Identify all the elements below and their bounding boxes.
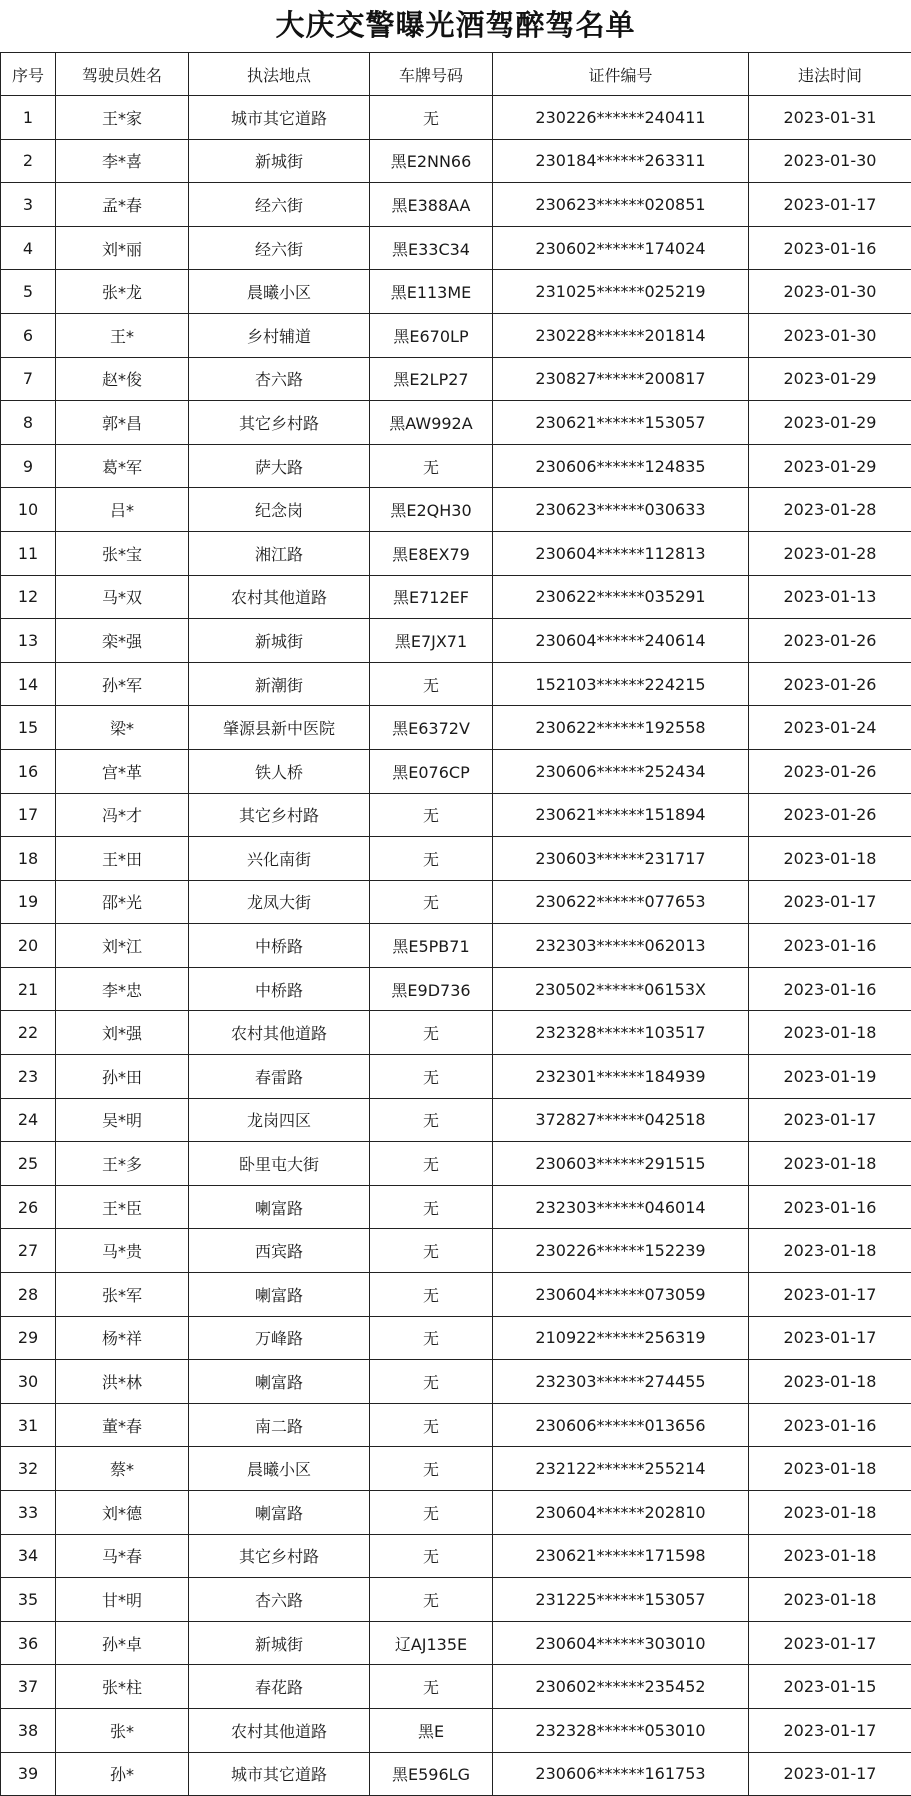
cell-number: 13 <box>1 619 56 663</box>
cell-plate: 黑E6372V <box>370 706 493 750</box>
cell-number: 15 <box>1 706 56 750</box>
cell-location: 萨大路 <box>189 444 370 488</box>
cell-violation-date: 2023-01-18 <box>749 1229 911 1273</box>
cell-driver-name: 郭*昌 <box>56 401 189 445</box>
cell-plate: 黑E9D736 <box>370 967 493 1011</box>
cell-driver-name: 马*双 <box>56 575 189 619</box>
cell-violation-date: 2023-01-18 <box>749 837 911 881</box>
table-row <box>1 1491 911 1535</box>
cell-violation-date: 2023-01-18 <box>749 1447 911 1491</box>
cell-violation-date: 2023-01-26 <box>749 619 911 663</box>
table-row <box>1 1708 911 1752</box>
cell-driver-name: 梁* <box>56 706 189 750</box>
cell-driver-name: 王* <box>56 313 189 357</box>
cell-location: 农村其他道路 <box>189 1708 370 1752</box>
cell-id-number: 230621******171598 <box>493 1534 749 1578</box>
cell-number: 24 <box>1 1098 56 1142</box>
cell-number: 6 <box>1 313 56 357</box>
cell-location: 其它乡村路 <box>189 793 370 837</box>
cell-driver-name: 张*宝 <box>56 531 189 575</box>
cell-violation-date: 2023-01-17 <box>749 1316 911 1360</box>
cell-plate: 无 <box>370 1665 493 1709</box>
table-row <box>1 880 911 924</box>
cell-location: 喇富路 <box>189 1491 370 1535</box>
cell-location: 其它乡村路 <box>189 401 370 445</box>
cell-violation-date: 2023-01-16 <box>749 1185 911 1229</box>
table-row <box>1 401 911 445</box>
cell-violation-date: 2023-01-31 <box>749 96 911 140</box>
cell-number: 16 <box>1 749 56 793</box>
cell-number: 25 <box>1 1142 56 1186</box>
cell-plate: 无 <box>370 1273 493 1317</box>
cell-plate: 黑E33C34 <box>370 226 493 270</box>
cell-plate: 无 <box>370 1491 493 1535</box>
cell-id-number: 372827******042518 <box>493 1098 749 1142</box>
cell-id-number: 230606******124835 <box>493 444 749 488</box>
table-row <box>1 1055 911 1099</box>
table-body <box>1 96 911 1796</box>
cell-violation-date: 2023-01-17 <box>749 1708 911 1752</box>
cell-number: 27 <box>1 1229 56 1273</box>
cell-driver-name: 刘*强 <box>56 1011 189 1055</box>
cell-location: 中桥路 <box>189 967 370 1011</box>
cell-id-number: 230604******303010 <box>493 1621 749 1665</box>
cell-number: 37 <box>1 1665 56 1709</box>
col-header-driver-name: 驾驶员姓名 <box>56 53 189 96</box>
cell-violation-date: 2023-01-18 <box>749 1360 911 1404</box>
table-row <box>1 1403 911 1447</box>
col-header-number: 序号 <box>1 53 56 96</box>
cell-driver-name: 孟*春 <box>56 183 189 227</box>
cell-number: 3 <box>1 183 56 227</box>
cell-plate: 黑E2QH30 <box>370 488 493 532</box>
cell-id-number: 230604******240614 <box>493 619 749 663</box>
cell-location: 龙凤大街 <box>189 880 370 924</box>
cell-plate: 无 <box>370 1360 493 1404</box>
cell-location: 农村其他道路 <box>189 575 370 619</box>
cell-number: 17 <box>1 793 56 837</box>
cell-driver-name: 葛*军 <box>56 444 189 488</box>
table-row <box>1 1447 911 1491</box>
cell-number: 14 <box>1 662 56 706</box>
cell-driver-name: 孙*军 <box>56 662 189 706</box>
cell-plate: 无 <box>370 880 493 924</box>
cell-location: 南二路 <box>189 1403 370 1447</box>
cell-location: 卧里屯大街 <box>189 1142 370 1186</box>
cell-driver-name: 宫*革 <box>56 749 189 793</box>
cell-number: 2 <box>1 139 56 183</box>
table-row <box>1 96 911 140</box>
cell-id-number: 230606******161753 <box>493 1752 749 1796</box>
cell-plate: 黑E596LG <box>370 1752 493 1796</box>
cell-number: 7 <box>1 357 56 401</box>
cell-number: 28 <box>1 1273 56 1317</box>
table-row <box>1 837 911 881</box>
cell-location: 纪念岗 <box>189 488 370 532</box>
cell-id-number: 230184******263311 <box>493 139 749 183</box>
cell-location: 晨曦小区 <box>189 270 370 314</box>
table-row <box>1 1011 911 1055</box>
cell-number: 34 <box>1 1534 56 1578</box>
cell-number: 18 <box>1 837 56 881</box>
cell-plate: 黑E670LP <box>370 313 493 357</box>
table-row <box>1 1621 911 1665</box>
cell-location: 晨曦小区 <box>189 1447 370 1491</box>
cell-location: 城市其它道路 <box>189 1752 370 1796</box>
cell-number: 19 <box>1 880 56 924</box>
table-row <box>1 183 911 227</box>
cell-id-number: 230603******231717 <box>493 837 749 881</box>
table-row <box>1 1185 911 1229</box>
cell-location: 铁人桥 <box>189 749 370 793</box>
cell-driver-name: 刘*江 <box>56 924 189 968</box>
cell-driver-name: 甘*明 <box>56 1578 189 1622</box>
cell-id-number: 232303******046014 <box>493 1185 749 1229</box>
cell-number: 4 <box>1 226 56 270</box>
table-row <box>1 270 911 314</box>
cell-id-number: 230226******152239 <box>493 1229 749 1273</box>
cell-plate: 无 <box>370 793 493 837</box>
cell-plate: 无 <box>370 444 493 488</box>
cell-plate: 辽AJ135E <box>370 1621 493 1665</box>
cell-location: 农村其他道路 <box>189 1011 370 1055</box>
table-row <box>1 706 911 750</box>
cell-number: 11 <box>1 531 56 575</box>
table-row <box>1 924 911 968</box>
table-row <box>1 313 911 357</box>
cell-id-number: 232301******184939 <box>493 1055 749 1099</box>
cell-violation-date: 2023-01-17 <box>749 183 911 227</box>
cell-violation-date: 2023-01-17 <box>749 880 911 924</box>
table-row <box>1 1665 911 1709</box>
cell-plate: 无 <box>370 1316 493 1360</box>
cell-number: 35 <box>1 1578 56 1622</box>
cell-number: 23 <box>1 1055 56 1099</box>
cell-violation-date: 2023-01-18 <box>749 1011 911 1055</box>
cell-id-number: 232122******255214 <box>493 1447 749 1491</box>
cell-plate: 黑E <box>370 1708 493 1752</box>
cell-location: 新潮街 <box>189 662 370 706</box>
cell-driver-name: 马*春 <box>56 1534 189 1578</box>
cell-plate: 无 <box>370 1055 493 1099</box>
cell-plate: 无 <box>370 1447 493 1491</box>
cell-driver-name: 董*春 <box>56 1403 189 1447</box>
cell-location: 春花路 <box>189 1665 370 1709</box>
cell-location: 杏六路 <box>189 357 370 401</box>
cell-location: 春雷路 <box>189 1055 370 1099</box>
cell-id-number: 230623******020851 <box>493 183 749 227</box>
cell-violation-date: 2023-01-16 <box>749 924 911 968</box>
cell-driver-name: 刘*丽 <box>56 226 189 270</box>
col-header-violation-date: 违法时间 <box>749 53 911 96</box>
cell-driver-name: 孙*卓 <box>56 1621 189 1665</box>
col-header-plate: 车牌号码 <box>370 53 493 96</box>
cell-id-number: 230228******201814 <box>493 313 749 357</box>
cell-location: 杏六路 <box>189 1578 370 1622</box>
cell-driver-name: 马*贵 <box>56 1229 189 1273</box>
table-row <box>1 1273 911 1317</box>
table-row <box>1 1142 911 1186</box>
cell-violation-date: 2023-01-17 <box>749 1621 911 1665</box>
cell-plate: 黑E2NN66 <box>370 139 493 183</box>
drunk-driving-table <box>0 52 911 1796</box>
cell-location: 城市其它道路 <box>189 96 370 140</box>
cell-number: 33 <box>1 1491 56 1535</box>
table-row <box>1 619 911 663</box>
cell-driver-name: 李*忠 <box>56 967 189 1011</box>
cell-violation-date: 2023-01-29 <box>749 444 911 488</box>
col-header-id-number: 证件编号 <box>493 53 749 96</box>
cell-location: 兴化南街 <box>189 837 370 881</box>
cell-plate: 无 <box>370 96 493 140</box>
cell-violation-date: 2023-01-13 <box>749 575 911 619</box>
cell-location: 西宾路 <box>189 1229 370 1273</box>
cell-id-number: 230604******073059 <box>493 1273 749 1317</box>
cell-plate: 无 <box>370 1011 493 1055</box>
cell-id-number: 232303******062013 <box>493 924 749 968</box>
cell-violation-date: 2023-01-28 <box>749 488 911 532</box>
cell-location: 乡村辅道 <box>189 313 370 357</box>
cell-driver-name: 王*臣 <box>56 1185 189 1229</box>
cell-violation-date: 2023-01-18 <box>749 1578 911 1622</box>
cell-number: 21 <box>1 967 56 1011</box>
table-row <box>1 1316 911 1360</box>
cell-violation-date: 2023-01-16 <box>749 1403 911 1447</box>
table-row <box>1 967 911 1011</box>
table-header-row <box>1 53 911 96</box>
cell-id-number: 230827******200817 <box>493 357 749 401</box>
cell-violation-date: 2023-01-28 <box>749 531 911 575</box>
table-row <box>1 1229 911 1273</box>
cell-plate: 无 <box>370 1098 493 1142</box>
cell-location: 湘江路 <box>189 531 370 575</box>
cell-number: 31 <box>1 1403 56 1447</box>
cell-id-number: 210922******256319 <box>493 1316 749 1360</box>
cell-plate: 无 <box>370 1185 493 1229</box>
cell-number: 38 <box>1 1708 56 1752</box>
cell-violation-date: 2023-01-26 <box>749 793 911 837</box>
cell-plate: 无 <box>370 837 493 881</box>
cell-number: 36 <box>1 1621 56 1665</box>
cell-id-number: 230623******030633 <box>493 488 749 532</box>
cell-id-number: 230606******013656 <box>493 1403 749 1447</box>
cell-driver-name: 洪*林 <box>56 1360 189 1404</box>
cell-driver-name: 吴*明 <box>56 1098 189 1142</box>
cell-plate: 黑E388AA <box>370 183 493 227</box>
cell-driver-name: 张* <box>56 1708 189 1752</box>
cell-driver-name: 张*军 <box>56 1273 189 1317</box>
cell-violation-date: 2023-01-15 <box>749 1665 911 1709</box>
cell-plate: 黑E5PB71 <box>370 924 493 968</box>
cell-number: 12 <box>1 575 56 619</box>
cell-id-number: 230622******077653 <box>493 880 749 924</box>
cell-driver-name: 王*家 <box>56 96 189 140</box>
cell-plate: 无 <box>370 1578 493 1622</box>
cell-driver-name: 赵*俊 <box>56 357 189 401</box>
col-header-location: 执法地点 <box>189 53 370 96</box>
cell-number: 5 <box>1 270 56 314</box>
cell-location: 经六街 <box>189 226 370 270</box>
cell-id-number: 230606******252434 <box>493 749 749 793</box>
cell-violation-date: 2023-01-30 <box>749 139 911 183</box>
table-row <box>1 1360 911 1404</box>
cell-location: 新城街 <box>189 619 370 663</box>
cell-location: 龙岗四区 <box>189 1098 370 1142</box>
table-row <box>1 139 911 183</box>
table-row <box>1 488 911 532</box>
cell-plate: 黑E712EF <box>370 575 493 619</box>
cell-violation-date: 2023-01-17 <box>749 1273 911 1317</box>
cell-plate: 黑E076CP <box>370 749 493 793</box>
cell-driver-name: 冯*才 <box>56 793 189 837</box>
table-row <box>1 357 911 401</box>
cell-violation-date: 2023-01-16 <box>749 967 911 1011</box>
cell-number: 39 <box>1 1752 56 1796</box>
cell-driver-name: 孙* <box>56 1752 189 1796</box>
cell-violation-date: 2023-01-30 <box>749 313 911 357</box>
cell-driver-name: 刘*德 <box>56 1491 189 1535</box>
cell-number: 30 <box>1 1360 56 1404</box>
cell-id-number: 231225******153057 <box>493 1578 749 1622</box>
cell-plate: 黑AW992A <box>370 401 493 445</box>
cell-plate: 黑E8EX79 <box>370 531 493 575</box>
cell-plate: 黑E2LP27 <box>370 357 493 401</box>
cell-violation-date: 2023-01-26 <box>749 662 911 706</box>
cell-location: 新城街 <box>189 1621 370 1665</box>
cell-number: 20 <box>1 924 56 968</box>
cell-id-number: 230226******240411 <box>493 96 749 140</box>
table-row <box>1 1098 911 1142</box>
cell-id-number: 230604******202810 <box>493 1491 749 1535</box>
cell-id-number: 230602******235452 <box>493 1665 749 1709</box>
cell-violation-date: 2023-01-24 <box>749 706 911 750</box>
cell-id-number: 232328******053010 <box>493 1708 749 1752</box>
table-row <box>1 531 911 575</box>
cell-violation-date: 2023-01-18 <box>749 1534 911 1578</box>
cell-id-number: 230604******112813 <box>493 531 749 575</box>
cell-plate: 无 <box>370 1142 493 1186</box>
table-row <box>1 226 911 270</box>
table-row <box>1 749 911 793</box>
cell-driver-name: 吕* <box>56 488 189 532</box>
cell-number: 8 <box>1 401 56 445</box>
cell-violation-date: 2023-01-17 <box>749 1098 911 1142</box>
table-row <box>1 444 911 488</box>
table-row <box>1 575 911 619</box>
table-row <box>1 1752 911 1796</box>
cell-violation-date: 2023-01-17 <box>749 1752 911 1796</box>
cell-id-number: 152103******224215 <box>493 662 749 706</box>
cell-location: 经六街 <box>189 183 370 227</box>
cell-id-number: 232328******103517 <box>493 1011 749 1055</box>
cell-number: 26 <box>1 1185 56 1229</box>
cell-id-number: 230621******151894 <box>493 793 749 837</box>
table-row <box>1 1578 911 1622</box>
cell-plate: 无 <box>370 1403 493 1447</box>
cell-location: 万峰路 <box>189 1316 370 1360</box>
cell-number: 22 <box>1 1011 56 1055</box>
cell-number: 32 <box>1 1447 56 1491</box>
cell-driver-name: 李*喜 <box>56 139 189 183</box>
cell-plate: 无 <box>370 662 493 706</box>
cell-plate: 无 <box>370 1229 493 1273</box>
cell-violation-date: 2023-01-29 <box>749 401 911 445</box>
cell-driver-name: 蔡* <box>56 1447 189 1491</box>
cell-plate: 黑E113ME <box>370 270 493 314</box>
cell-number: 29 <box>1 1316 56 1360</box>
cell-driver-name: 杨*祥 <box>56 1316 189 1360</box>
cell-violation-date: 2023-01-19 <box>749 1055 911 1099</box>
cell-id-number: 230502******06153X <box>493 967 749 1011</box>
cell-id-number: 231025******025219 <box>493 270 749 314</box>
cell-driver-name: 栾*强 <box>56 619 189 663</box>
cell-violation-date: 2023-01-18 <box>749 1491 911 1535</box>
cell-violation-date: 2023-01-30 <box>749 270 911 314</box>
cell-driver-name: 张*柱 <box>56 1665 189 1709</box>
cell-location: 新城街 <box>189 139 370 183</box>
table-row <box>1 793 911 837</box>
table-row <box>1 1534 911 1578</box>
cell-plate: 无 <box>370 1534 493 1578</box>
cell-violation-date: 2023-01-29 <box>749 357 911 401</box>
cell-location: 肇源县新中医院 <box>189 706 370 750</box>
document-title: 大庆交警曝光酒驾醉驾名单 <box>275 7 636 42</box>
cell-violation-date: 2023-01-26 <box>749 749 911 793</box>
cell-id-number: 230622******035291 <box>493 575 749 619</box>
cell-driver-name: 王*田 <box>56 837 189 881</box>
table-row <box>1 662 911 706</box>
cell-number: 1 <box>1 96 56 140</box>
cell-location: 喇富路 <box>189 1360 370 1404</box>
cell-location: 喇富路 <box>189 1273 370 1317</box>
cell-plate: 黑E7JX71 <box>370 619 493 663</box>
cell-id-number: 230621******153057 <box>493 401 749 445</box>
cell-location: 其它乡村路 <box>189 1534 370 1578</box>
cell-id-number: 230603******291515 <box>493 1142 749 1186</box>
cell-violation-date: 2023-01-16 <box>749 226 911 270</box>
cell-driver-name: 邵*光 <box>56 880 189 924</box>
cell-driver-name: 王*多 <box>56 1142 189 1186</box>
cell-driver-name: 孙*田 <box>56 1055 189 1099</box>
cell-number: 10 <box>1 488 56 532</box>
cell-id-number: 232303******274455 <box>493 1360 749 1404</box>
cell-id-number: 230622******192558 <box>493 706 749 750</box>
cell-violation-date: 2023-01-18 <box>749 1142 911 1186</box>
cell-id-number: 230602******174024 <box>493 226 749 270</box>
cell-number: 9 <box>1 444 56 488</box>
cell-location: 中桥路 <box>189 924 370 968</box>
cell-driver-name: 张*龙 <box>56 270 189 314</box>
cell-location: 喇富路 <box>189 1185 370 1229</box>
